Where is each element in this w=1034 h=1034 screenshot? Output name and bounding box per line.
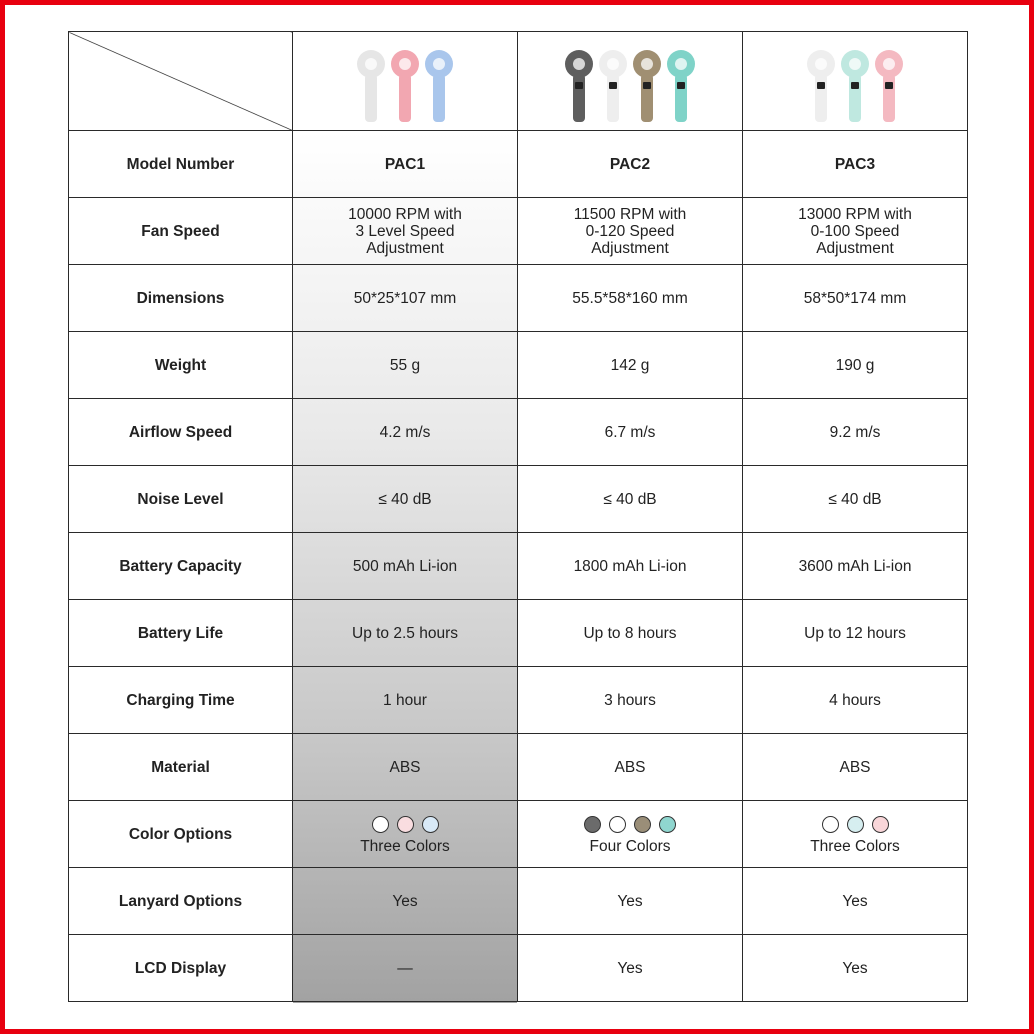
product-image-pac2 <box>518 32 743 131</box>
cell-pac2 <box>518 131 743 198</box>
row-label: Fan Speed <box>69 198 293 265</box>
handheld-fan-icon <box>356 42 386 124</box>
cell-value: ≤ 40 dB <box>828 490 882 508</box>
cell-pac3 <box>743 935 968 1002</box>
spec-row <box>69 332 968 399</box>
cell-value: 3600 mAh Li-ion <box>798 557 912 575</box>
cell-pac3 <box>743 734 968 801</box>
cell-value: 190 g <box>835 356 875 374</box>
row-label: Color Options <box>69 801 293 868</box>
row-label: Battery Capacity <box>69 533 293 600</box>
spec-row <box>69 600 968 667</box>
comparison-table <box>68 31 968 1002</box>
cell-value: — <box>397 959 413 977</box>
spec-row <box>69 265 968 332</box>
row-label: Dimensions <box>69 265 293 332</box>
cell-value: Yes <box>842 959 868 977</box>
row-label: Battery Life <box>69 600 293 667</box>
fan-group <box>293 38 517 124</box>
cell-value: ≤ 40 dB <box>603 490 657 508</box>
cell-pac3 <box>743 131 968 198</box>
cell-value: PAC3 <box>834 155 876 173</box>
color-options-text: Four Colors <box>589 837 671 855</box>
cell-pac3 <box>743 198 968 265</box>
spec-row <box>69 399 968 466</box>
cell-value: 55.5*58*160 mm <box>572 289 688 307</box>
cell-value: ABS <box>839 758 871 776</box>
spec-row <box>69 466 968 533</box>
row-label: Noise Level <box>69 466 293 533</box>
cell-value: 3 hours <box>604 691 656 709</box>
cell-value: Yes <box>617 892 643 910</box>
cell-pac2 <box>518 868 743 935</box>
cell-pac1 <box>293 533 518 600</box>
cell-pac1 <box>293 801 518 868</box>
cell-pac1 <box>293 935 518 1002</box>
spec-row <box>69 667 968 734</box>
spec-row <box>69 198 968 265</box>
cell-pac2 <box>518 734 743 801</box>
cell-pac1 <box>293 399 518 466</box>
color-swatch <box>422 816 439 833</box>
cell-pac3 <box>743 667 968 734</box>
cell-pac2 <box>518 265 743 332</box>
cell-value: Up to 2.5 hours <box>352 624 458 642</box>
cell-pac2 <box>518 667 743 734</box>
row-label: Model Number <box>69 131 293 198</box>
product-image-row <box>69 32 968 131</box>
cell-value: 55 g <box>389 356 421 374</box>
cell-pac2 <box>518 801 743 868</box>
spec-row <box>69 533 968 600</box>
corner-cell <box>69 32 293 131</box>
row-label: LCD Display <box>69 935 293 1002</box>
cell-pac3 <box>743 265 968 332</box>
cell-pac1 <box>293 600 518 667</box>
cell-value: 50*25*107 mm <box>353 289 457 307</box>
cell-value: ≤ 40 dB <box>378 490 432 508</box>
cell-pac3 <box>743 801 968 868</box>
row-label: Lanyard Options <box>69 868 293 935</box>
row-label: Material <box>69 734 293 801</box>
cell-value: ABS <box>614 758 646 776</box>
cell-pac2 <box>518 600 743 667</box>
cell-pac3 <box>743 332 968 399</box>
row-label: Airflow Speed <box>69 399 293 466</box>
cell-value: PAC2 <box>609 155 651 173</box>
cell-pac3 <box>743 466 968 533</box>
color-swatch <box>847 816 864 833</box>
handheld-fan-icon <box>564 42 594 124</box>
color-swatch <box>372 816 389 833</box>
cell-pac3 <box>743 868 968 935</box>
cell-value: 4 hours <box>829 691 881 709</box>
cell-pac3 <box>743 533 968 600</box>
row-label: Weight <box>69 332 293 399</box>
cell-value: Up to 12 hours <box>804 624 906 642</box>
cell-pac2 <box>518 399 743 466</box>
handheld-fan-icon <box>424 42 454 124</box>
cell-value: 500 mAh Li-ion <box>352 557 458 575</box>
color-options-text: Three Colors <box>360 837 450 855</box>
color-swatch <box>609 816 626 833</box>
cell-value: 6.7 m/s <box>604 423 656 441</box>
cell-pac3 <box>743 399 968 466</box>
spec-row <box>69 868 968 935</box>
cell-value: 13000 RPM with 0-100 Speed Adjustment <box>798 205 912 257</box>
color-swatch <box>872 816 889 833</box>
handheld-fan-icon <box>390 42 420 124</box>
handheld-fan-icon <box>598 42 628 124</box>
cell-value: 11500 RPM with 0-120 Speed Adjustment <box>573 205 687 257</box>
cell-value: 1800 mAh Li-ion <box>573 557 687 575</box>
spec-row <box>69 131 968 198</box>
cell-value: Yes <box>842 892 868 910</box>
cell-pac2 <box>518 198 743 265</box>
cell-value: 1 hour <box>383 691 427 709</box>
fan-group <box>518 38 742 124</box>
cell-pac1 <box>293 198 518 265</box>
cell-pac1 <box>293 466 518 533</box>
color-swatch <box>584 816 601 833</box>
cell-value: ABS <box>389 758 421 776</box>
color-swatch <box>822 816 839 833</box>
fan-group <box>743 38 967 124</box>
cell-value: Yes <box>617 959 643 977</box>
cell-value: 10000 RPM with 3 Level Speed Adjustment <box>348 205 462 257</box>
cell-value: 4.2 m/s <box>379 423 431 441</box>
color-swatches <box>293 816 517 833</box>
cell-pac1 <box>293 667 518 734</box>
cell-pac1 <box>293 868 518 935</box>
spec-row <box>69 734 968 801</box>
handheld-fan-icon <box>874 42 904 124</box>
product-image-pac3 <box>743 32 968 131</box>
color-swatches <box>518 816 742 833</box>
cell-pac1 <box>293 265 518 332</box>
color-options-text: Three Colors <box>810 837 900 855</box>
cell-pac2 <box>518 533 743 600</box>
cell-pac2 <box>518 935 743 1002</box>
cell-pac2 <box>518 332 743 399</box>
color-swatch <box>634 816 651 833</box>
cell-pac2 <box>518 466 743 533</box>
cell-value: PAC1 <box>384 155 426 173</box>
cell-value: 142 g <box>610 356 650 374</box>
row-label: Charging Time <box>69 667 293 734</box>
cell-pac1 <box>293 734 518 801</box>
color-swatch <box>659 816 676 833</box>
product-image-pac1 <box>293 32 518 131</box>
cell-pac1 <box>293 131 518 198</box>
cell-value: Up to 8 hours <box>583 624 677 642</box>
handheld-fan-icon <box>806 42 836 124</box>
cell-pac3 <box>743 600 968 667</box>
color-swatches <box>743 816 967 833</box>
spec-row <box>69 935 968 1002</box>
cell-value: Yes <box>392 892 418 910</box>
cell-pac1 <box>293 332 518 399</box>
spec-row <box>69 801 968 868</box>
color-swatch <box>397 816 414 833</box>
handheld-fan-icon <box>840 42 870 124</box>
handheld-fan-icon <box>632 42 662 124</box>
cell-value: 9.2 m/s <box>829 423 881 441</box>
handheld-fan-icon <box>666 42 696 124</box>
cell-value: 58*50*174 mm <box>803 289 907 307</box>
